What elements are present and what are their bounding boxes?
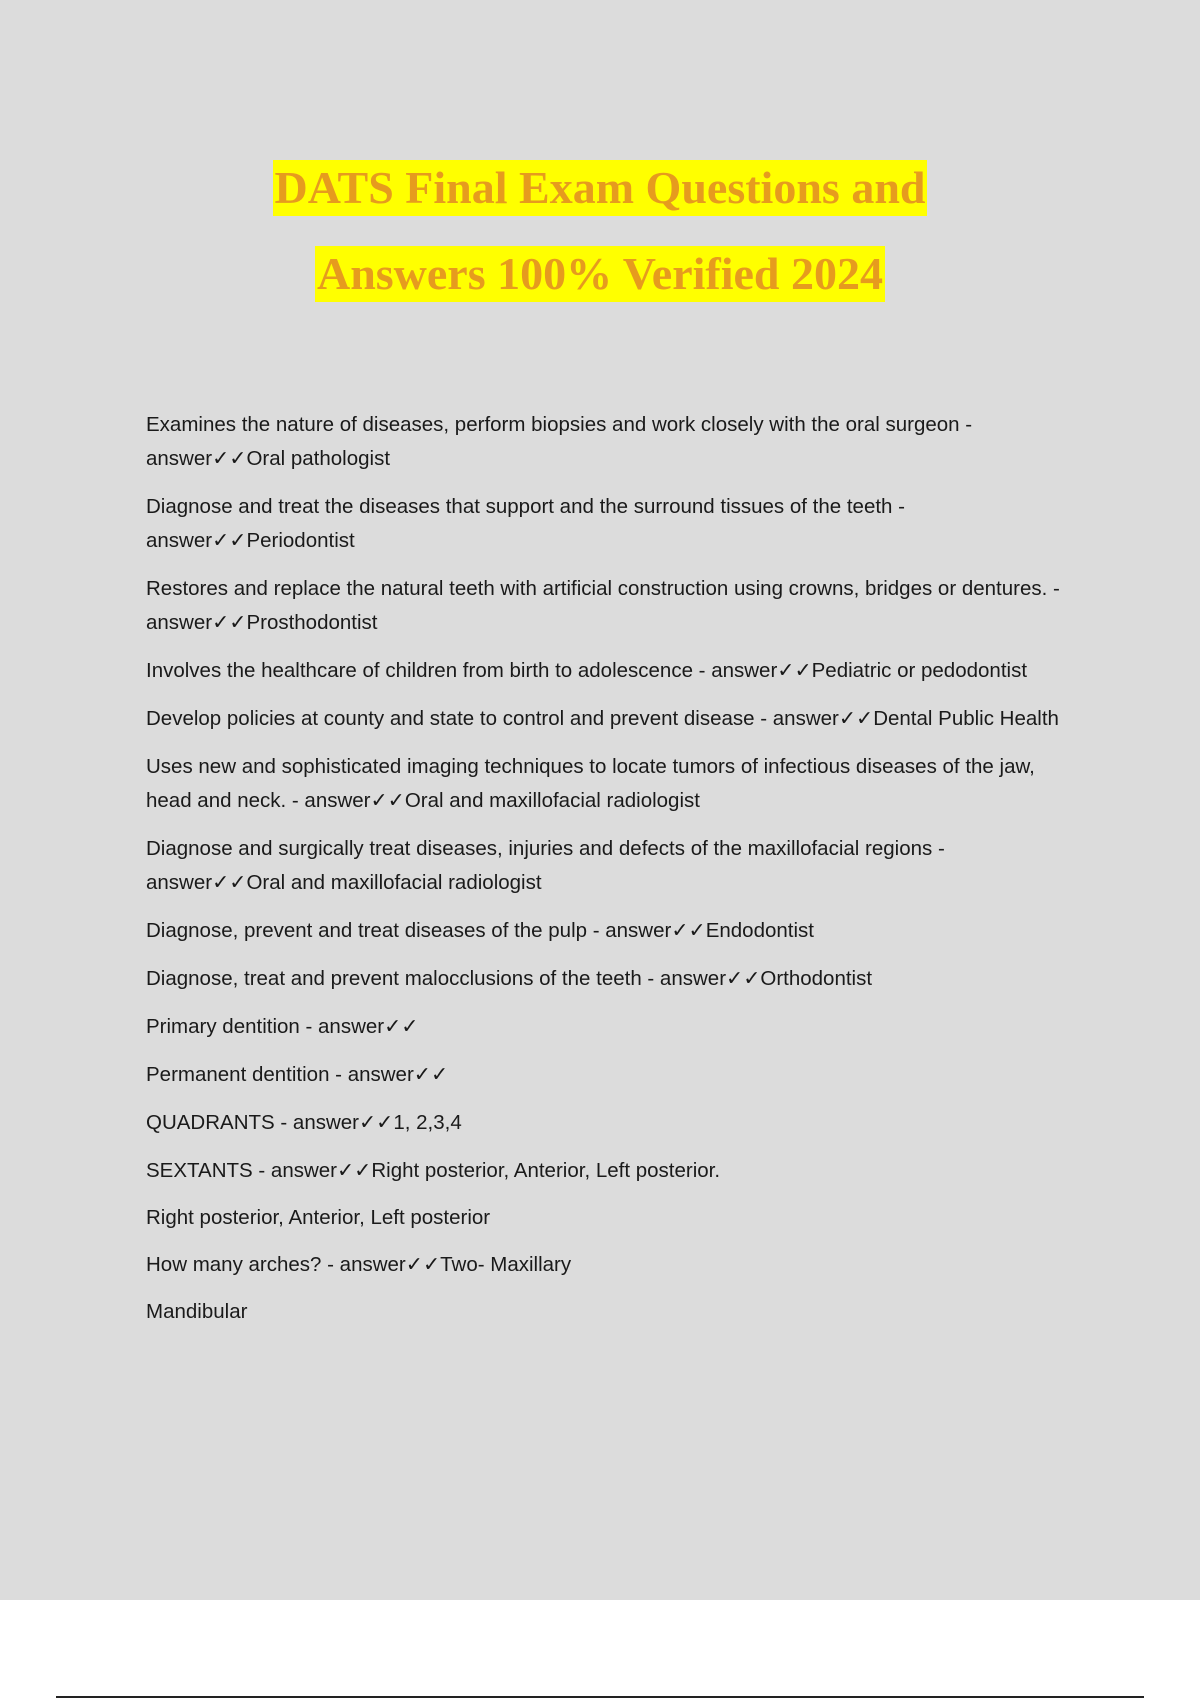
qa-item: Permanent dentition - answer✓✓: [146, 1063, 449, 1086]
qa-item: QUADRANTS - answer✓✓1, 2,3,4: [146, 1111, 462, 1134]
qa-item: Mandibular: [146, 1300, 248, 1323]
qa-item: Primary dentition - answer✓✓: [146, 1015, 419, 1038]
qa-item: Diagnose, prevent and treat diseases of the pulp - answer✓✓Endodontist: [146, 919, 814, 942]
qa-item: Develop policies at county and state to control and prevent disease - answer✓✓Dental Public Health: [146, 707, 1059, 730]
title-line-1: DATS Final Exam Questions and: [273, 160, 928, 216]
qa-item: How many arches? - answer✓✓Two- Maxillary: [146, 1253, 572, 1276]
qa-item: Uses new and sophisticated imaging techniques to locate tumors of infectious diseases of the jaw, head and neck. - answer✓✓Oral and maxillofacial radiologist: [146, 755, 1035, 812]
qa-item: Restores and replace the natural teeth with artificial construction using crowns, bridges or dentures. - answer✓✓Prosthodontist: [146, 577, 1060, 634]
bottom-divider: [56, 1696, 1144, 1698]
qa-item: Examines the nature of diseases, perform biopsies and work closely with the oral surgeon - answer✓✓Oral pathologist: [146, 413, 973, 470]
qa-item: Diagnose and treat the diseases that support and the surround tissues of the teeth - answer✓✓Periodontist: [146, 495, 905, 552]
qa-item: Diagnose, treat and prevent malocclusions of the teeth - answer✓✓Orthodontist: [146, 967, 873, 990]
qa-item: SEXTANTS - answer✓✓Right posterior, Anterior, Left posterior.: [146, 1159, 721, 1182]
qa-item: Diagnose and surgically treat diseases, injuries and defects of the maxillofacial regions - answer✓✓Oral and maxillofacial radiologist: [146, 837, 945, 894]
qa-item: Involves the healthcare of children from birth to adolescence - answer✓✓Pediatric or pedodontist: [146, 659, 1028, 682]
qa-list: [146, 408, 1076, 1342]
qa-item: Right posterior, Anterior, Left posterior: [146, 1206, 491, 1229]
title-line-2: Answers 100% Verified 2024: [315, 246, 885, 302]
document-title: [0, 160, 1200, 302]
